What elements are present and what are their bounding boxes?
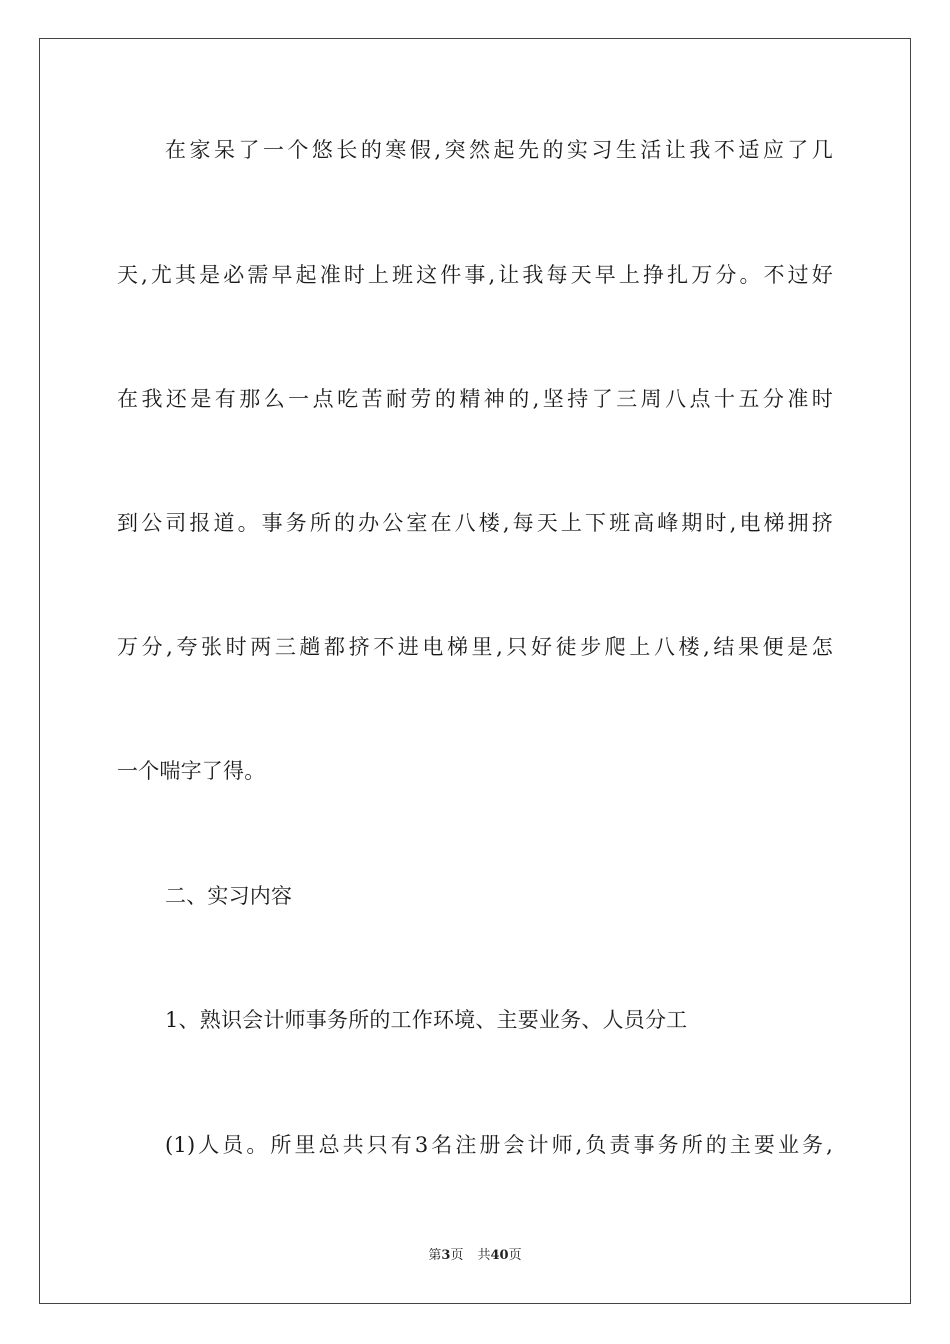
paragraph-line-5: 万分,夸张时两三趟都挤不进电梯里,只好徒步爬上八楼,结果便是怎 (117, 635, 833, 659)
footer-total-pages: 40 (490, 1248, 509, 1263)
paragraph-line-4: 到公司报道。事务所的办公室在八楼,每天上下班高峰期时,电梯拥挤 (117, 511, 833, 535)
page-footer (0, 1247, 950, 1265)
section-heading: 二、实习内容 (165, 884, 293, 908)
footer-page-prefix: 第 (428, 1248, 442, 1263)
footer-total-suffix: 页 (508, 1248, 522, 1263)
paragraph-line-3: 在我还是有那么一点吃苦耐劳的精神的,坚持了三周八点十五分准时 (117, 387, 833, 411)
subsection-heading: 1、熟识会计师事务所的工作环境、主要业务、人员分工 (165, 1008, 688, 1032)
footer-total-prefix: 共 (477, 1248, 491, 1263)
footer-page-number: 3 (441, 1248, 451, 1263)
paragraph-line-1: 在家呆了一个悠长的寒假,突然起先的实习生活让我不适应了几 (165, 138, 833, 162)
paragraph-line-9: (1)人员。所里总共只有3名注册会计师,负责事务所的主要业务, (165, 1133, 833, 1157)
paragraph-line-6: 一个喘字了得。 (117, 759, 266, 783)
paragraph-line-2: 天,尤其是必需早起准时上班这件事,让我每天早上挣扎万分。不过好 (117, 263, 833, 287)
page-border (39, 38, 911, 1304)
footer-page-suffix: 页 (450, 1248, 464, 1263)
